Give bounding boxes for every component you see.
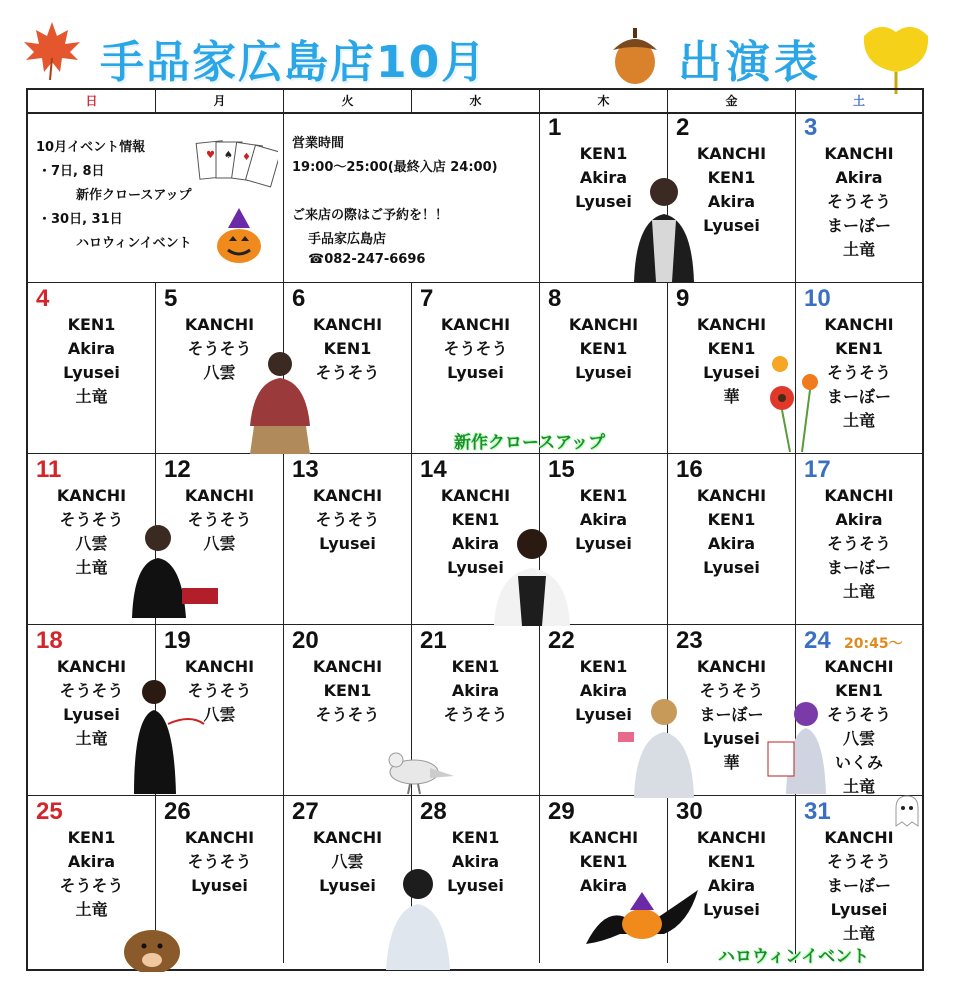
- performer-name: KANCHI: [56, 486, 127, 505]
- performer-name: そうそう: [187, 510, 252, 529]
- event-info-heading: 10月イベント情報: [36, 140, 146, 155]
- performer-name: KEN1: [579, 657, 628, 676]
- day-number: 22: [548, 627, 575, 654]
- weekday-sat: 土: [852, 94, 865, 108]
- performer-name: KANCHI: [696, 486, 767, 505]
- performer-list: [284, 655, 411, 727]
- performer-list: [412, 655, 539, 727]
- performer-name: Akira: [579, 168, 628, 187]
- performer-list: [796, 484, 922, 604]
- shop-info-box: [284, 112, 540, 283]
- performer-photo: [240, 346, 320, 454]
- day-number: 19: [164, 627, 191, 654]
- performer-name: KEN1: [323, 681, 372, 700]
- day-number: 4: [36, 285, 50, 312]
- ghost-icon: [894, 794, 920, 828]
- performer-name: KEN1: [451, 510, 500, 529]
- performer-photo: [118, 674, 208, 794]
- performer-name: そうそう: [443, 705, 508, 724]
- performer-name: Akira: [707, 192, 756, 211]
- day-number: 12: [164, 456, 191, 483]
- day-number: 8: [548, 285, 562, 312]
- performer-name: そうそう: [59, 876, 124, 895]
- day-number: 15: [548, 456, 575, 483]
- day-number: 1: [548, 114, 562, 141]
- day-number: 18: [36, 627, 63, 654]
- performer-name: KANCHI: [184, 828, 255, 847]
- playing-cards-icon: [194, 136, 278, 196]
- maple-leaf-icon: [20, 18, 84, 82]
- day-number: 3: [804, 114, 818, 141]
- day-time-note: 20:45～: [844, 636, 903, 652]
- performer-name: Lyusei: [703, 558, 760, 577]
- performer-name: まーぼー: [826, 216, 891, 235]
- performer-name: Lyusei: [703, 216, 760, 235]
- performer-list: [796, 826, 922, 946]
- weekday-sun: 日: [28, 90, 156, 112]
- day-cell: [668, 454, 796, 625]
- performer-name: Akira: [835, 510, 883, 529]
- weekday-mon: 月: [156, 90, 284, 112]
- weekday-header: [28, 90, 922, 114]
- performer-name: KANCHI: [696, 315, 767, 334]
- performer-name: Lyusei: [575, 534, 632, 553]
- performer-name: KEN1: [707, 510, 756, 529]
- weekday-thu: 木: [540, 90, 668, 112]
- day-number: 26: [164, 798, 191, 825]
- performer-name: KANCHI: [824, 486, 894, 505]
- day-number: 5: [164, 285, 178, 312]
- svg-text:♠: ♠: [224, 150, 233, 161]
- performer-name: KANCHI: [568, 828, 639, 847]
- performer-name: まーぼー: [826, 387, 891, 406]
- performer-name: KANCHI: [696, 144, 767, 163]
- day-number: 28: [420, 798, 447, 825]
- day-number: 27: [292, 798, 319, 825]
- day-cell: [796, 112, 922, 283]
- performer-name: Lyusei: [447, 876, 504, 895]
- performer-name: 華: [723, 387, 740, 406]
- day-number: 7: [420, 285, 434, 312]
- day-number: 2: [676, 114, 690, 141]
- day-cell: [284, 454, 412, 625]
- weekday-tue: 火: [284, 90, 412, 112]
- performer-name: まーぼー: [699, 705, 764, 724]
- day-number: 23: [676, 627, 703, 654]
- performer-name: Akira: [67, 852, 116, 871]
- day-number: 20: [292, 627, 319, 654]
- performer-name: そうそう: [59, 510, 124, 529]
- performer-photo: [766, 698, 830, 794]
- performer-name: まーぼー: [826, 876, 891, 895]
- performer-name: 八雲: [203, 534, 236, 553]
- performer-list: [284, 484, 411, 556]
- shop-name: 手品家広島店: [308, 232, 387, 247]
- performer-name: Lyusei: [447, 363, 504, 382]
- day-number: 30: [676, 798, 703, 825]
- acorn-icon: [608, 24, 662, 86]
- page-title-suffix: 出演表: [678, 37, 822, 88]
- performer-name: 八雲: [203, 363, 236, 382]
- performer-name: Akira: [451, 852, 500, 871]
- performer-name: KANCHI: [56, 657, 127, 676]
- performer-name: KANCHI: [440, 315, 511, 334]
- performer-name: 土竜: [75, 900, 108, 919]
- performer-name: そうそう: [826, 363, 891, 382]
- performer-name: Lyusei: [703, 363, 760, 382]
- performer-name: KEN1: [323, 339, 372, 358]
- svg-text:♥: ♥: [206, 150, 215, 161]
- performer-name: KEN1: [579, 339, 628, 358]
- performer-name: Lyusei: [191, 876, 248, 895]
- performer-name: 土竜: [842, 240, 875, 259]
- performer-name: Lyusei: [447, 558, 504, 577]
- performer-name: KANCHI: [440, 486, 511, 505]
- performer-list: [156, 826, 283, 898]
- day-number: 24: [804, 627, 831, 654]
- performer-name: KANCHI: [312, 486, 383, 505]
- flower-icon: [762, 354, 826, 454]
- performer-name: 土竜: [75, 558, 108, 577]
- performer-list: [412, 313, 539, 385]
- performer-name: 八雲: [842, 729, 875, 748]
- day-number: 17: [804, 456, 831, 483]
- performer-name: Lyusei: [319, 876, 376, 895]
- performer-name: 八雲: [331, 852, 364, 871]
- performer-name: いくみ: [834, 753, 883, 772]
- performer-name: そうそう: [699, 681, 764, 700]
- performer-name: Lyusei: [703, 729, 760, 748]
- performer-name: そうそう: [826, 852, 891, 871]
- shop-phone: ☎082-247-6696: [308, 252, 426, 267]
- hours-text: 19:00～25:00(最終入店 24:00): [292, 160, 498, 175]
- performer-name: KEN1: [835, 339, 883, 358]
- performer-name: Akira: [835, 168, 883, 187]
- bat-pumpkin-icon: [584, 884, 700, 954]
- performer-name: Akira: [579, 876, 628, 895]
- day-number: 16: [676, 456, 703, 483]
- performer-name: Lyusei: [319, 534, 376, 553]
- pumpkin-icon: [214, 208, 264, 264]
- performer-name: KANCHI: [824, 828, 894, 847]
- performer-name: KEN1: [707, 339, 756, 358]
- performer-name: そうそう: [187, 339, 252, 358]
- performer-name: 土竜: [842, 777, 875, 796]
- performer-list: [668, 484, 795, 580]
- day-number: 9: [676, 285, 690, 312]
- performer-name: KANCHI: [312, 657, 383, 676]
- performer-photo: [380, 864, 456, 970]
- performer-photo: [486, 522, 578, 626]
- weekday-fri: 金: [668, 90, 796, 112]
- event-info-box: [28, 112, 284, 283]
- performer-name: KANCHI: [824, 657, 894, 676]
- svg-text:♦: ♦: [242, 152, 251, 163]
- performer-name: KANCHI: [824, 144, 894, 163]
- performer-name: KEN1: [835, 681, 883, 700]
- day-number: 29: [548, 798, 575, 825]
- day-number: 6: [292, 285, 306, 312]
- performer-name: Akira: [451, 681, 500, 700]
- hours-label: 営業時間: [292, 136, 345, 151]
- performer-name: KANCHI: [568, 315, 639, 334]
- performer-name: KEN1: [451, 657, 500, 676]
- day-number: 31: [804, 798, 831, 825]
- performer-name: そうそう: [826, 192, 891, 211]
- performer-name: そうそう: [315, 705, 380, 724]
- performer-name: Akira: [707, 876, 756, 895]
- performer-name: KANCHI: [312, 828, 383, 847]
- performer-list: [540, 313, 667, 385]
- performer-name: KANCHI: [184, 315, 255, 334]
- performer-name: そうそう: [443, 339, 508, 358]
- halloween-banner: ハロウィンイベント: [718, 947, 870, 967]
- performer-name: 八雲: [203, 705, 236, 724]
- performer-name: KEN1: [579, 144, 628, 163]
- performer-name: そうそう: [315, 363, 380, 382]
- performer-name: KEN1: [707, 168, 756, 187]
- performer-name: 八雲: [75, 534, 108, 553]
- day-number: 25: [36, 798, 63, 825]
- day-number: 10: [804, 285, 831, 312]
- performer-name: KEN1: [579, 852, 628, 871]
- performer-name: KEN1: [451, 828, 500, 847]
- performer-name: 土竜: [75, 729, 108, 748]
- performer-photo: [124, 518, 220, 626]
- performer-name: KANCHI: [312, 315, 383, 334]
- performer-name: Lyusei: [575, 705, 632, 724]
- event-info-line: ・30日, 31日: [38, 212, 123, 227]
- performer-name: Akira: [451, 534, 500, 553]
- title-row: [0, 14, 960, 94]
- day-cell: [28, 283, 156, 454]
- performer-name: KANCHI: [696, 657, 767, 676]
- performer-name: Akira: [707, 534, 756, 553]
- performer-name: Lyusei: [575, 363, 632, 382]
- performer-name: そうそう: [826, 705, 891, 724]
- performer-list: [796, 142, 922, 262]
- performer-name: そうそう: [59, 681, 124, 700]
- weekday-wed: 水: [412, 90, 540, 112]
- event-info-line: ハロウィンイベント: [76, 236, 192, 251]
- performer-name: 土竜: [75, 387, 108, 406]
- performer-name: そうそう: [187, 852, 252, 871]
- performer-name: Akira: [579, 510, 628, 529]
- performer-name: Lyusei: [703, 900, 760, 919]
- calendar-grid: [26, 88, 924, 971]
- closeup-banner: 新作クロースアップ: [454, 433, 605, 453]
- day-cell: [796, 454, 922, 625]
- event-info-line: ・7日, 8日: [38, 164, 105, 179]
- performer-name: KEN1: [707, 852, 756, 871]
- performer-name: 華: [723, 753, 740, 772]
- day-number: 11: [36, 456, 62, 483]
- event-info-line: 新作クロースアップ: [76, 188, 192, 203]
- performer-name: そうそう: [826, 534, 891, 553]
- day-number: 13: [292, 456, 319, 483]
- performer-name: Lyusei: [575, 192, 632, 211]
- ginkgo-leaf-icon: [858, 16, 934, 96]
- performer-name: KANCHI: [184, 486, 255, 505]
- day-number: 14: [420, 456, 447, 483]
- performer-name: KEN1: [67, 828, 116, 847]
- performer-name: Akira: [67, 339, 116, 358]
- performer-name: Lyusei: [63, 363, 120, 382]
- reserve-text: ご来店の際はご予約を！！: [292, 208, 449, 223]
- performer-name: KANCHI: [696, 828, 767, 847]
- performer-photo: [622, 170, 704, 282]
- performer-name: 土竜: [842, 924, 875, 943]
- performer-list: [28, 313, 155, 409]
- performer-name: そうそう: [315, 510, 380, 529]
- performer-name: まーぼー: [826, 558, 891, 577]
- performer-name: 土竜: [842, 582, 875, 601]
- performer-list: [28, 826, 155, 922]
- performer-name: Lyusei: [830, 900, 888, 919]
- bird-icon: [380, 746, 456, 796]
- performer-name: KANCHI: [184, 657, 255, 676]
- page-title: 手品家広島店10月: [100, 37, 488, 88]
- performer-name: KEN1: [579, 486, 628, 505]
- performer-name: KEN1: [67, 315, 116, 334]
- performer-name: そうそう: [187, 681, 252, 700]
- performer-photo: [610, 694, 706, 798]
- performer-name: Akira: [579, 681, 628, 700]
- mole-icon: [114, 922, 190, 972]
- performer-name: Lyusei: [63, 705, 120, 724]
- performer-name: 土竜: [842, 411, 875, 430]
- performer-name: KANCHI: [824, 315, 894, 334]
- day-number: 21: [420, 627, 447, 654]
